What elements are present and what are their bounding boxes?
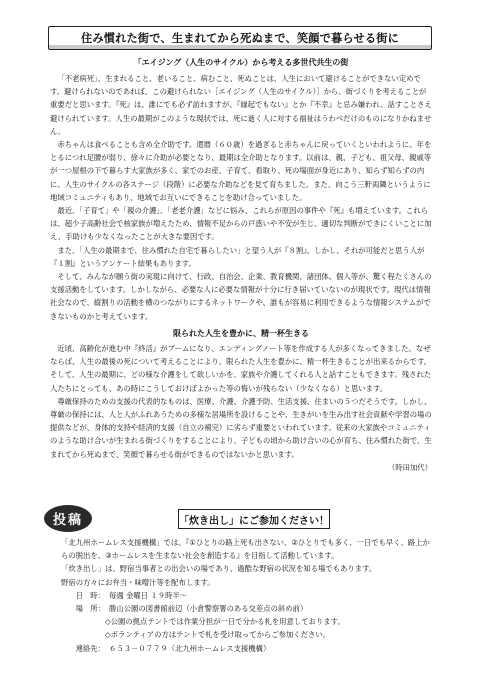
contact-label: 連絡先： [75,643,105,653]
note-text: ◇ボランティアの方はテントで札を受け取ってからご参加ください。 [105,630,331,640]
paragraph: 赤ちゃんは食べることも含め全介助です。還暦（６０歳）を過ぎると赤ちゃんに戻っていくといわれように、年をとるにつれ足腰が弱り、徐々に介助が必要となり、最期は全介助となります。以前は、親、子ども、祖父母、親戚等が一つ屋根の下で暮らす大家族が多く、家でのお産、子育て、看取り、死の場面が身近にあり、知らず知らずの内に、人生のサイクルの各ステージ（段階）に必要な介助などを見て育ちました。また、向こう三軒両隣というように地域コミュニティもあり、地域でお互いにできることを助け合っていました。 [50,140,432,202]
info-date [55,589,435,602]
post-badge: 投稿 [44,505,92,532]
post-title: 「炊き出し」にご参加ください！ [178,509,330,529]
paragraph: 尊厳保持のための支援の代表的なものは、医療、介護、介護予防、生活支援、住まいの５つだそうです。しかし、尊厳の保持には、人と人がふれあうための多様な居場所を設けることや、生きがいを生み出す社会貢献や学習の場の提供などが、身体的支持や経済的支援（自立の補完）に劣らず重要といわれています。従来の大家族やコミュニティのような助け合いが生まれる街づくりをすることにより、子どもの頃から助け合いの心が育ち、住み慣れた街で、生まれてから死ぬまで、笑顔で暮らせる街ができるのではないかと思います。 [50,396,432,459]
article-body-2 [50,342,432,474]
paragraph: また、「人生の最期まで、住み慣れた自宅で暮らしたい」と望う人が『８割』、しかし、それが可能だと思う人が『１割』というアンケート結果もあります。 [50,245,425,268]
contact-value: ６５３－０７７９（北九州ホームレス支援機構） [109,643,271,653]
info-note-1 [55,615,435,628]
place-value: 勝山公園の図書館前辺（小倉警察署のある交差点の斜め前） [109,604,308,614]
info-note-2 [55,628,435,641]
author-signature: （時田加代） [387,462,432,472]
note-text: ◇公園の拠点テントでは作業分担が一日で分かる札を用意しております。 [105,617,345,627]
paragraph: 「北九州ホームレス支援機構」では、『①ひとりの路上死も出さない、②ひとりでも多く、一日でも早く、路上からの脱出を、③ホームレスを生まない社会を創造する』を目指して活動しています。 [61,538,430,561]
info-place [55,602,435,615]
info-contact [55,642,435,655]
paragraph: 「炊き出し」は、野宿当事者との出会いの場であり、過酷な野宿の状況を知る場でもあります。 [61,564,377,574]
date-label: 日 時： [75,590,105,600]
place-label: 場 所： [75,604,105,614]
date-value: 毎週 金曜日 １９時半～ [109,590,188,600]
paragraph: 「不老病死」、生まれること、老いること、病むこと、死ぬことは、人生において避けることができない定めです。避けられないのであれば、この避けられない［エイジング（人生のサイクル）］から、街づくりを考えることが重要だと思います。『死』は、誰にでも必ず訪れますが、『縁起でもない』とか『不幸』と忌み嫌われ、話すことさえ避けられています。人生の最期がこのような現状では、死に逝く人に対する福祉はうわべだけのものになりかねません。 [50,74,432,136]
paragraph: 最近、「子育て」や「親の介護」、「老老介護」などに悩み、これらが原因の事件や『死』も増えています。これらは、超少子高齢社会で核家族が増えたため、情報不足からの戸惑いや不安が生じ、適切な判断ができにくいことに加え、手助けも少なくなったことが大きな要因です。 [50,206,432,242]
article-body-1 [50,72,432,323]
paragraph: そして、みんなが願う街の実現に向けて、行政、自治会、企業、教育機関、諸団体、個人等が、驚く程たくさんの支援活動をしています。しかしながら、必要な人に必要な情報が十分に行き届いていないのが現状です。現代は情報社会なので、縦割りの活動を横のつながりにするネットワークや、誰もが容易に利用できるような情報システムができないものかと考えています。 [50,272,432,321]
post-body [55,536,435,655]
paragraph: 近頃、高齢化が進む中『終活』がブームになり、エンディングノート等を作成する人が多くなってきました。なぜならば、人生の最後の死について考えることにより、限られた人生を豊かに、精一杯生きることが出来るからです。そして、人生の最期に、どの様な介護をして欲しいかを、家族や介護してくれる人と話すこともできます。残された人たちにとっても、あの時にこうしておけばよかった等の悔いが残らない（少なくなる）と思います。 [50,344,432,393]
headline-banner [48,26,432,50]
section-heading: 限られた人生を豊かに、精一杯生きる [173,329,309,338]
headline-text: 住み慣れた街で、生まれてから死ぬまで、笑顔で暮らせる街に [80,32,400,45]
paragraph: 野宿の方々にお弁当・味噌汁等を配布します。 [61,577,215,587]
section-heading: 「エイジング（人生のサイクル）から考える多世代共生の街 [133,58,349,67]
